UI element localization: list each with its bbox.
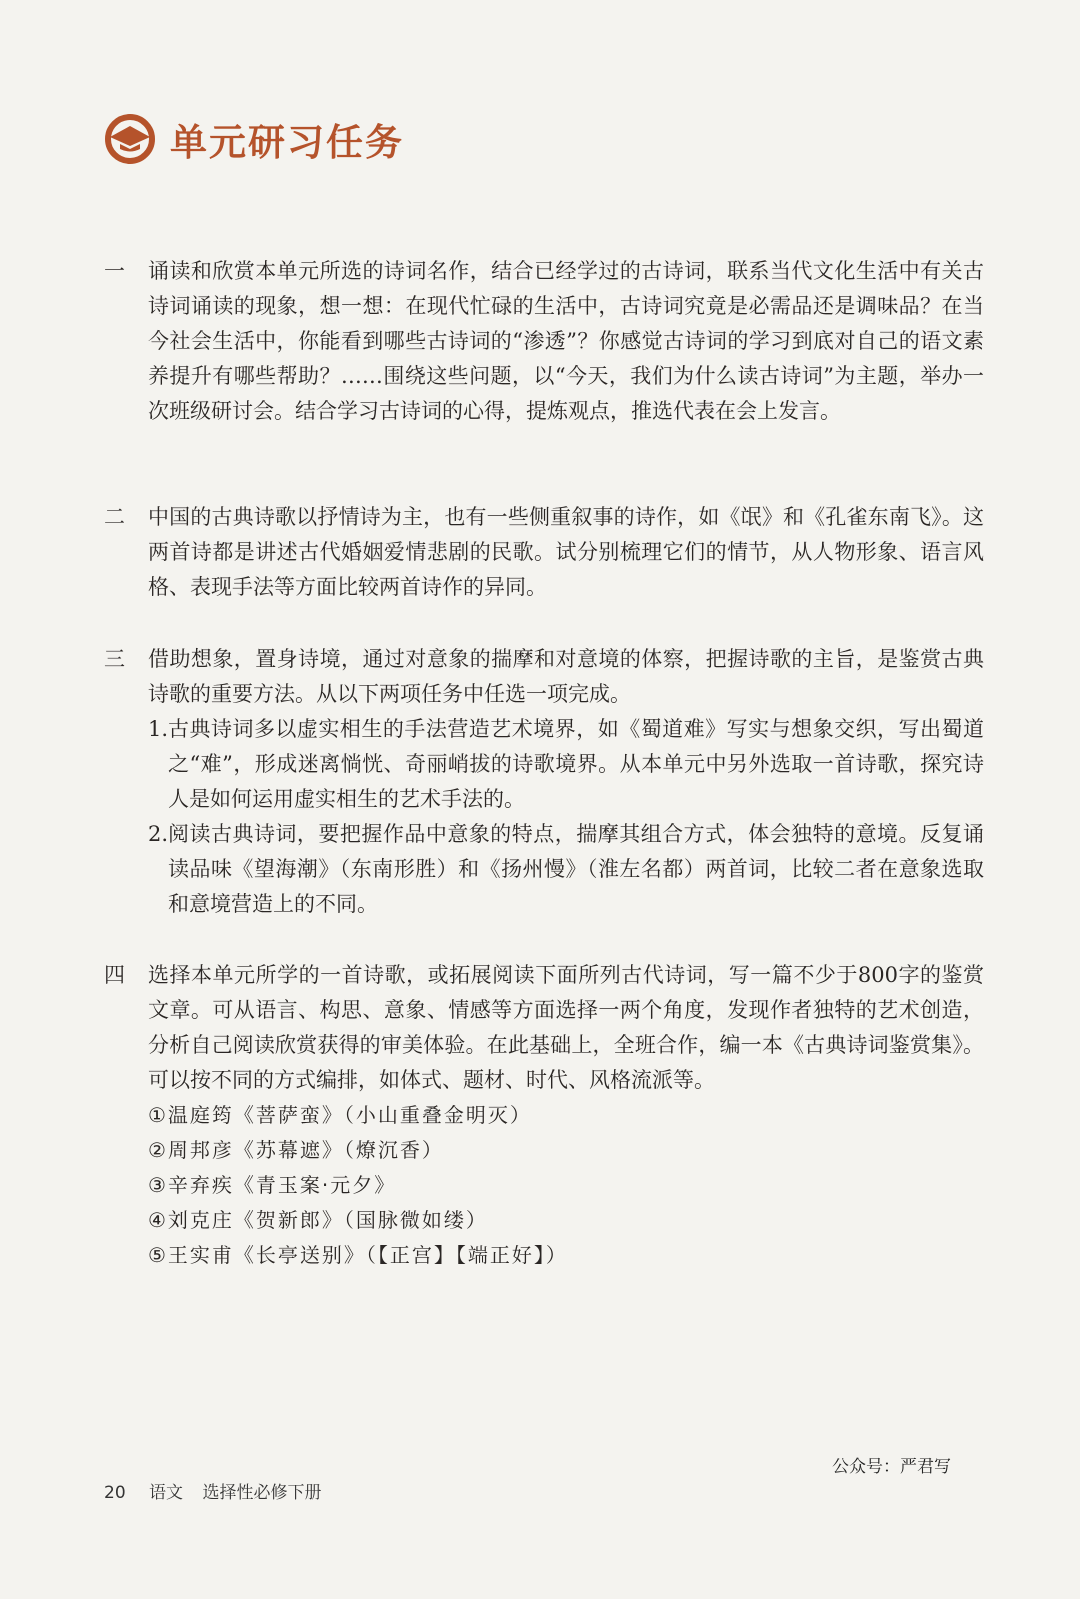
book-subject: 语文 [149, 1483, 184, 1503]
subtask-text: 古典诗词多以虚实相生的手法营造艺术境界，如《蜀道难》写实与想象交织，写出蜀道之“难”，形成迷离惝恍、奇丽峭拔的诗歌境界。从本单元中另外选取一首诗歌，探究诗人是如何运用虚实相生的艺术手法的。 [168, 717, 984, 811]
poem-item: ⑤王实甫《长亭送别》（【正宫】【端正好】） [148, 1243, 568, 1267]
task-text: 借助想象，置身诗境，通过对意象的揣摩和对意境的体察，把握诗歌的主旨，是鉴赏古典诗歌的重要方法。从以下两项任务中任选一项完成。 [148, 647, 984, 706]
section-title: 单元研习任务 [170, 121, 404, 164]
task-number: 二 [104, 505, 125, 529]
subtask-2 [148, 817, 984, 922]
task-text: 诵读和欣赏本单元所选的诗词名作，结合已经学过的古诗词，联系当代文化生活中有关古诗词诵读的现象，想一想：在现代忙碌的生活中，古诗词究竟是必需品还是调味品？在当今社会生活中，你能看到哪些古诗词的“渗透”？你感觉古诗词的学习到底对自己的语文素养提升有哪些帮助？……围绕这些问题，以“今天，我们为什么读古诗词”为主题，举办一次班级研讨会。结合学习古诗词的心得，提炼观点，推选代表在会上发言。 [148, 259, 984, 423]
task-body [148, 642, 984, 922]
subtask-number: 2. [148, 822, 169, 846]
task-3 [104, 642, 984, 922]
watermark-text: 公众号：严君写 [832, 1457, 951, 1477]
subtask-1 [148, 712, 984, 817]
task-number: 三 [104, 647, 125, 671]
section-header [104, 112, 404, 166]
task-text: 选择本单元所学的一首诗歌，或拓展阅读下面所列古代诗词，写一篇不少于800字的鉴赏文章。可从语言、构思、意象、情感等方面选择一两个角度，发现作者独特的艺术创造，分析自己阅读欣赏获得的审美体验。在此基础上，全班合作，编一本《古典诗词鉴赏集》。可以按不同的方式编排，如体式、题材、时代、风格流派等。 [148, 963, 984, 1092]
poem-list [148, 1098, 984, 1273]
poem-item: ②周邦彦《苏幕遮》（燎沉香） [148, 1138, 444, 1162]
subtask-number: 1. [148, 717, 169, 741]
task-4 [104, 958, 984, 1273]
subtask-text: 阅读古典诗词，要把握作品中意象的特点，揣摩其组合方式，体会独特的意境。反复诵读品味《望海潮》（东南形胜）和《扬州慢》（淮左名都）两首词，比较二者在意象选取和意境营造上的不同。 [168, 822, 984, 916]
book-title: 选择性必修下册 [202, 1483, 322, 1503]
poem-item: ③辛弃疾《青玉案·元夕》 [148, 1173, 397, 1197]
graduation-cap-icon [104, 113, 156, 165]
task-text: 中国的古典诗歌以抒情诗为主，也有一些侧重叙事的诗作，如《氓》和《孔雀东南飞》。这两首诗都是讲述古代婚姻爱情悲剧的民歌。试分别梳理它们的情节，从人物形象、语言风格、表现手法等方面比较两首诗作的异同。 [148, 505, 984, 599]
task-body [148, 958, 984, 1273]
poem-item: ①温庭筠《菩萨蛮》（小山重叠金明灭） [148, 1103, 532, 1127]
task-number: 四 [104, 963, 125, 987]
task-number: 一 [104, 259, 125, 283]
poem-item: ④刘克庄《贺新郎》（国脉微如缕） [148, 1208, 488, 1232]
task-2 [104, 500, 984, 605]
task-1 [104, 254, 984, 429]
page-footer [104, 1478, 321, 1503]
page-number: 20 [104, 1483, 126, 1503]
